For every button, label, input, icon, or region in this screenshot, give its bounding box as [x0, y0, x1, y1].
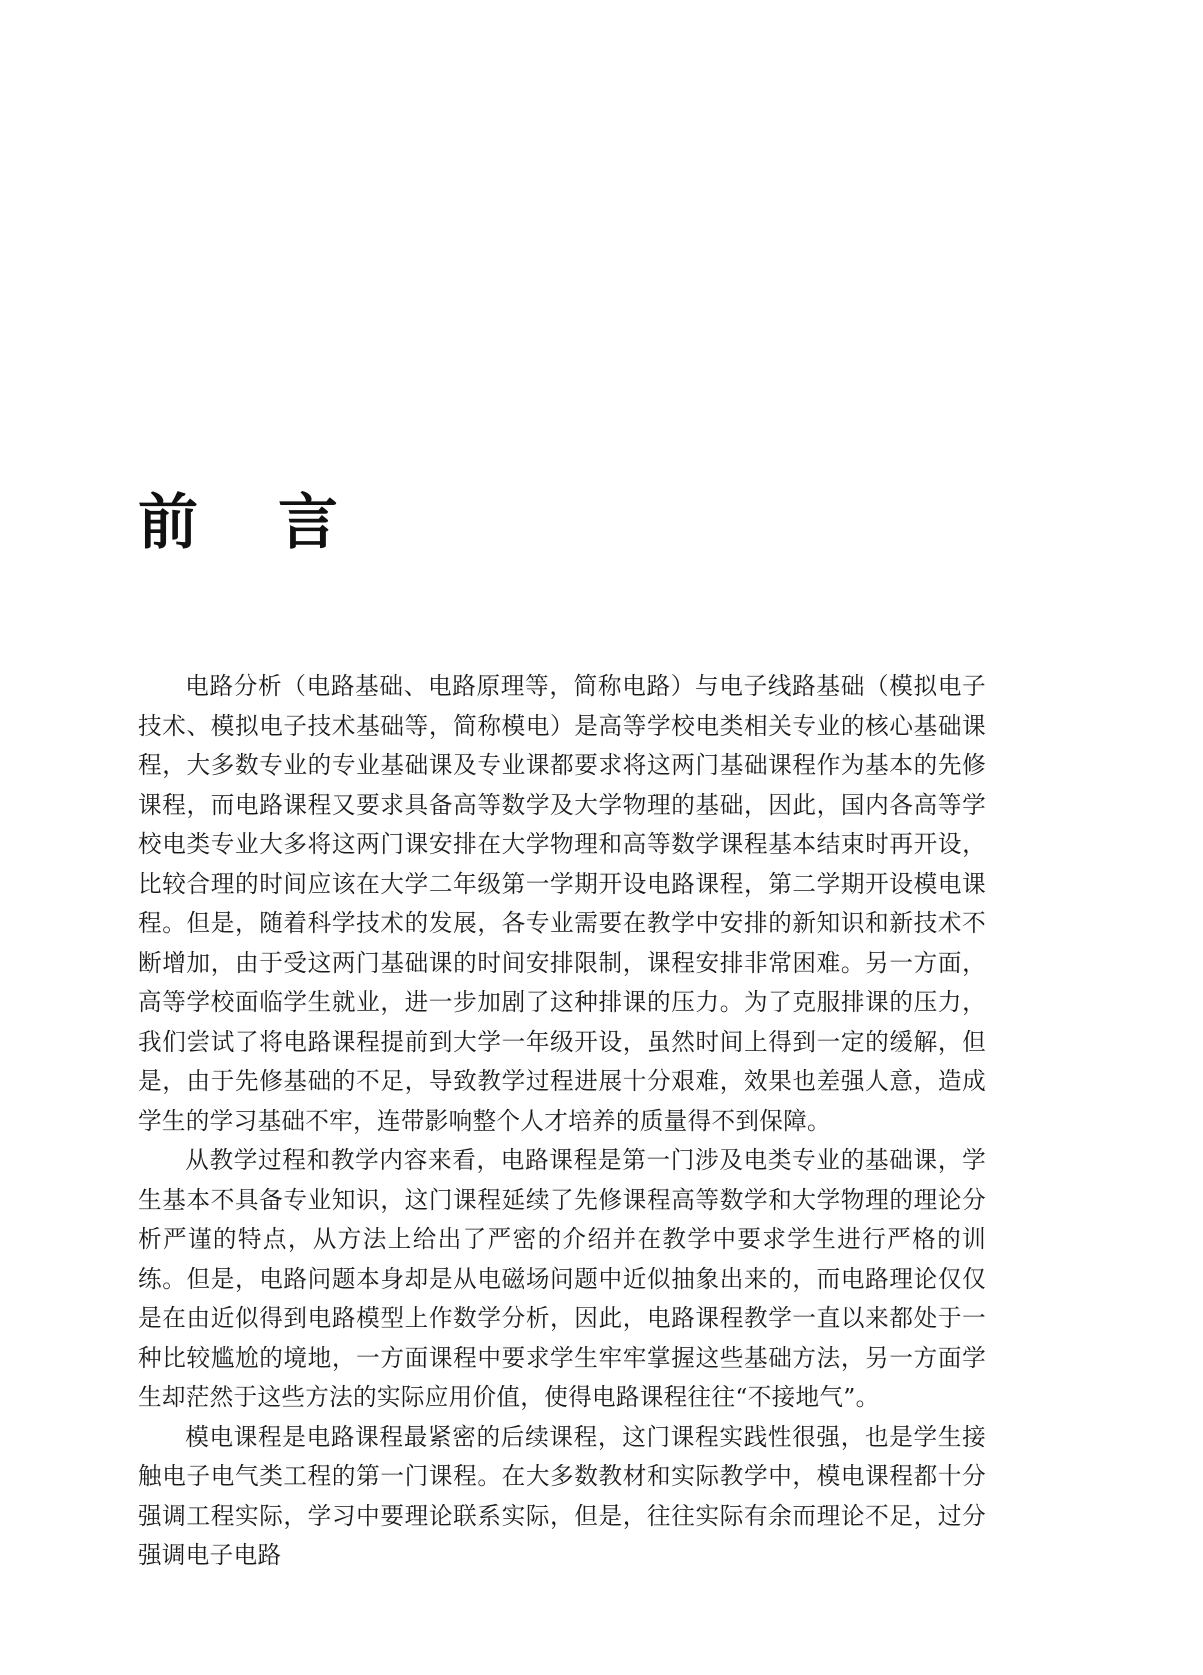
page-title: 前言	[138, 488, 418, 558]
paragraph-3: 模电课程是电路课程最紧密的后续课程，这门课程实践性很强，也是学生接触电子电气类工程的第一门课程。在大多数教材和实际教学中，模电课程都十分强调工程实际，学习中要理论联系实际，但是，往往实际有余而理论不足，过分强调电子电路	[138, 1422, 986, 1569]
paragraph-1: 电路分析（电路基础、电路原理等，简称电路）与电子线路基础（模拟电子技术、模拟电子技术基础等，简称模电）是高等学校电类相关专业的核心基础课程，大多数专业的专业基础课及专业课都要求将这两门基础课程作为基本的先修课程，而电路课程又要求具备高等数学及大学物理的基础，因此，国内各高等学校电类专业大多将这两门课安排在大学物理和高等数学课程基本结束时再开设，比较合理的时间应该在大学二年级第一学期开设电路课程，第二学期开设模电课程。但是，随着科学技术的发展，各专业需要在教学中安排的新知识和新技术不断增加，由于受这两门基础课的时间安排限制，课程安排非常困难。另一方面，高等学校面临学生就业，进一步加剧了这种排课的压力。为了克服排课的压力，我们尝试了将电路课程提前到大学一年级开设，虽然时间上得到一定的缓解，但是，由于先修基础的不足，导致教学过程进展十分艰难，效果也差强人意，造成学生的学习基础不牢，连带影响整个人才培养的质量得不到保障。	[138, 672, 986, 1135]
body-text	[138, 667, 986, 1576]
paragraph-2: 从教学过程和教学内容来看，电路课程是第一门涉及电类专业的基础课，学生基本不具备专业知识，这门课程延续了先修课程高等数学和大学物理的理论分析严谨的特点，从方法上给出了严密的介绍并在教学中要求学生进行严格的训练。但是，电路问题本身却是从电磁场问题中近似抽象出来的，而电路理论仅仅是在由近似得到电路模型上作数学分析，因此，电路课程教学一直以来都处于一种比较尴尬的境地，一方面课程中要求学生牢牢掌握这些基础方法，另一方面学生却茫然于这些方法的实际应用价值，使得电路课程往往“不接地气”。	[138, 1146, 986, 1411]
